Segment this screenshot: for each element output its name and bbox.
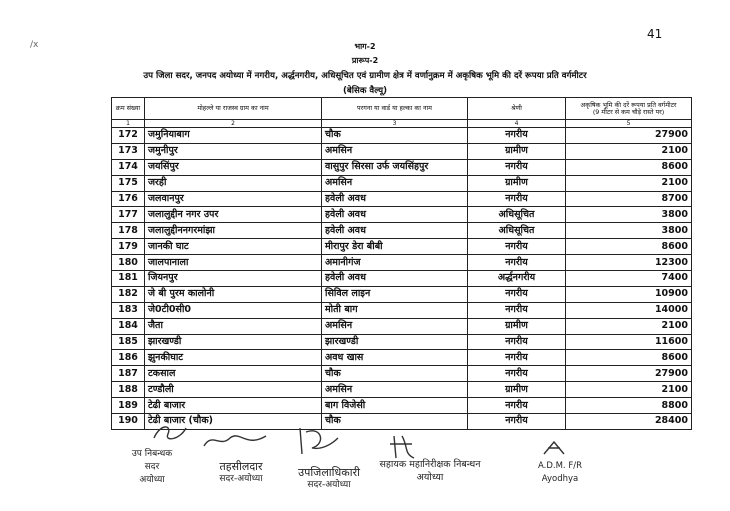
signature-title: उपजिलाधिकारी [298, 466, 360, 479]
category-cell: नगरीय [468, 191, 566, 207]
col-header-rate-line1: अकृषिक भूमि की दरें रूपया प्रति वर्गमीटर [580, 100, 677, 109]
rate-cell: 11600 [566, 334, 692, 350]
rate-cell: 12300 [566, 255, 692, 271]
table-row [112, 143, 692, 159]
table-row [112, 271, 692, 287]
category-cell: नगरीय [468, 302, 566, 318]
locality-cell: जानकी घाट [145, 239, 322, 255]
serial-cell: 183 [112, 302, 145, 318]
category-cell: अधिसूचित [468, 223, 566, 239]
locality-cell: टकसाल [145, 366, 322, 382]
signature-title: तहसीलदार [219, 460, 263, 473]
part-heading: भाग-2 [354, 42, 376, 51]
signature-block-sub-registrar [112, 448, 192, 487]
serial-cell: 186 [112, 350, 145, 366]
signature-place: अयोध्या [416, 472, 444, 483]
ward-cell: अमानीगंज [322, 255, 468, 271]
category-cell: नगरीय [468, 350, 566, 366]
signature-title: सहायक महानिरीक्षक निबन्धन [379, 459, 481, 470]
table-row [112, 191, 692, 207]
page-number: 41 [647, 27, 663, 41]
rate-cell: 28400 [566, 414, 692, 430]
signature-scribble-1 [150, 420, 190, 448]
table-row [112, 414, 692, 430]
serial-cell: 177 [112, 207, 145, 223]
signature-scribble-2 [200, 430, 270, 452]
category-cell: नगरीय [468, 159, 566, 175]
rate-cell: 8600 [566, 239, 692, 255]
rate-cell: 8600 [566, 159, 692, 175]
col-number: 3 [322, 120, 468, 128]
locality-cell: जयसिंपुर [145, 159, 322, 175]
signature-title: A.D.M. F/R [537, 461, 582, 471]
ward-cell: मीरापुर डेरा बीबी [322, 239, 468, 255]
col-header-rate-line2: (9 मीटर से कम चौड़े रास्ते पर) [592, 107, 665, 116]
serial-cell: 190 [112, 414, 145, 430]
serial-cell: 185 [112, 334, 145, 350]
margin-mark: /x [30, 40, 39, 50]
ward-cell: अमसिन [322, 175, 468, 191]
category-cell: नगरीय [468, 128, 566, 144]
category-cell: नगरीय [468, 239, 566, 255]
col-number: 2 [145, 120, 322, 128]
ward-cell: अमसिन [322, 143, 468, 159]
table-row [112, 128, 692, 144]
table-row [112, 334, 692, 350]
rate-cell: 27900 [566, 366, 692, 382]
serial-cell: 187 [112, 366, 145, 382]
rate-cell: 2100 [566, 318, 692, 334]
signature-block-adm [520, 460, 600, 486]
serial-cell: 184 [112, 318, 145, 334]
table-row [112, 302, 692, 318]
category-cell: नगरीय [468, 366, 566, 382]
table-row [112, 239, 692, 255]
ward-cell: हवेली अवध [322, 207, 468, 223]
ward-cell: अमसिन [322, 318, 468, 334]
category-cell: ग्रामीण [468, 382, 566, 398]
category-cell: नगरीय [468, 414, 566, 430]
table-row [112, 350, 692, 366]
locality-cell: जरही [145, 175, 322, 191]
signature-block-tehsildar [196, 460, 286, 486]
document-title: उप जिला सदर, जनपद अयोध्या में नगरीय, अर्द्धनगरीय, अधिसूचित एवं ग्रामीण क्षेत्र में वर्णानुक्रम में अकृषिक भूमि की दरें रूपया प्रति वर्गमीटर [143, 71, 587, 81]
ward-cell: हवेली अवध [322, 271, 468, 287]
table-row [112, 318, 692, 334]
signature-scribble-5 [540, 440, 568, 458]
category-cell: ग्रामीण [468, 175, 566, 191]
locality-cell: जे0टी0सी0 [145, 302, 322, 318]
table-row [112, 382, 692, 398]
table-row [112, 159, 692, 175]
locality-cell: झारखण्डी [145, 334, 322, 350]
signature-office: सदर [144, 462, 160, 472]
ward-cell: चौक [322, 128, 468, 144]
rate-cell: 2100 [566, 175, 692, 191]
ward-cell: अमसिन [322, 382, 468, 398]
locality-cell: जमुनियाबाग [145, 128, 322, 144]
table-row [112, 366, 692, 382]
serial-cell: 179 [112, 239, 145, 255]
ward-cell: हवेली अवध [322, 191, 468, 207]
locality-cell: झुनकीघाट [145, 350, 322, 366]
rate-cell: 8800 [566, 398, 692, 414]
locality-cell: टेढी बाजार (चौक) [145, 414, 322, 430]
col-number: 1 [112, 120, 145, 128]
signature-scribble-3 [292, 424, 342, 458]
rate-cell: 2100 [566, 382, 692, 398]
ward-cell: बाग विजेसी [322, 398, 468, 414]
rate-cell: 14000 [566, 302, 692, 318]
ward-cell: हवेली अवध [322, 223, 468, 239]
table-row [112, 255, 692, 271]
col-header-category: श्रेणी [468, 98, 566, 120]
ward-cell: वासुपुर सिरसा उर्फ जयसिंहपुर [322, 159, 468, 175]
serial-cell: 181 [112, 271, 145, 287]
rate-cell: 10900 [566, 286, 692, 302]
rate-cell: 3800 [566, 207, 692, 223]
ward-cell: अवध खास [322, 350, 468, 366]
serial-cell: 175 [112, 175, 145, 191]
col-header-serial: क्रम संख्या [112, 98, 145, 120]
locality-cell: जलवानपुर [145, 191, 322, 207]
locality-cell: जलालुद्दीननगरमांझा [145, 223, 322, 239]
col-number: 4 [468, 120, 566, 128]
table-row [112, 175, 692, 191]
locality-cell: जालपानाला [145, 255, 322, 271]
signature-place: सदर-अयोध्या [219, 474, 263, 484]
table-row [112, 223, 692, 239]
ward-cell: मोती बाग [322, 302, 468, 318]
serial-cell: 172 [112, 128, 145, 144]
document-subtitle: (बेसिक वैल्यू) [342, 86, 388, 96]
category-cell: नगरीय [468, 286, 566, 302]
signature-place: अयोध्या [139, 475, 165, 485]
locality-cell: टण्डौली [145, 382, 322, 398]
col-header-locality: मोहल्ले या राजस्व ग्राम का नाम [145, 98, 322, 120]
ward-cell: झारखण्डी [322, 334, 468, 350]
rate-cell: 8700 [566, 191, 692, 207]
rate-cell: 8600 [566, 350, 692, 366]
category-cell: नगरीय [468, 255, 566, 271]
locality-cell: जे बी पुरम कालोनी [145, 286, 322, 302]
locality-cell: टेढी बाजार [145, 398, 322, 414]
serial-cell: 173 [112, 143, 145, 159]
ward-cell: सिविल लाइन [322, 286, 468, 302]
table-row [112, 398, 692, 414]
rate-cell: 2100 [566, 143, 692, 159]
category-cell: अर्द्धनगरीय [468, 271, 566, 287]
rate-cell: 3800 [566, 223, 692, 239]
rate-cell: 7400 [566, 271, 692, 287]
col-header-rate [566, 98, 692, 120]
serial-cell: 174 [112, 159, 145, 175]
category-cell: नगरीय [468, 398, 566, 414]
locality-cell: जलालुद्दीन नगर उपर [145, 207, 322, 223]
serial-cell: 180 [112, 255, 145, 271]
signature-place: सदर-अयोध्या [307, 480, 351, 490]
locality-cell: जैता [145, 318, 322, 334]
form-heading: प्रारूप-2 [351, 56, 379, 65]
category-cell: ग्रामीण [468, 143, 566, 159]
rates-table [111, 97, 692, 430]
serial-cell: 189 [112, 398, 145, 414]
signature-block-aig-registration [360, 458, 500, 484]
ward-cell: चौक [322, 366, 468, 382]
serial-cell: 178 [112, 223, 145, 239]
category-cell: अधिसूचित [468, 207, 566, 223]
serial-cell: 188 [112, 382, 145, 398]
ward-cell: चौक [322, 414, 468, 430]
rate-cell: 27900 [566, 128, 692, 144]
locality-cell: जियनपुर [145, 271, 322, 287]
table-row [112, 286, 692, 302]
serial-cell: 182 [112, 286, 145, 302]
category-cell: ग्रामीण [468, 318, 566, 334]
col-number: 5 [566, 120, 692, 128]
serial-cell: 176 [112, 191, 145, 207]
table-row [112, 207, 692, 223]
signature-title: उप निबन्धक [131, 449, 173, 459]
signature-place: Ayodhya [541, 474, 579, 484]
col-header-ward: परगना या वार्ड या हल्का का नाम [322, 98, 468, 120]
category-cell: नगरीय [468, 334, 566, 350]
locality-cell: जमुनीपुर [145, 143, 322, 159]
